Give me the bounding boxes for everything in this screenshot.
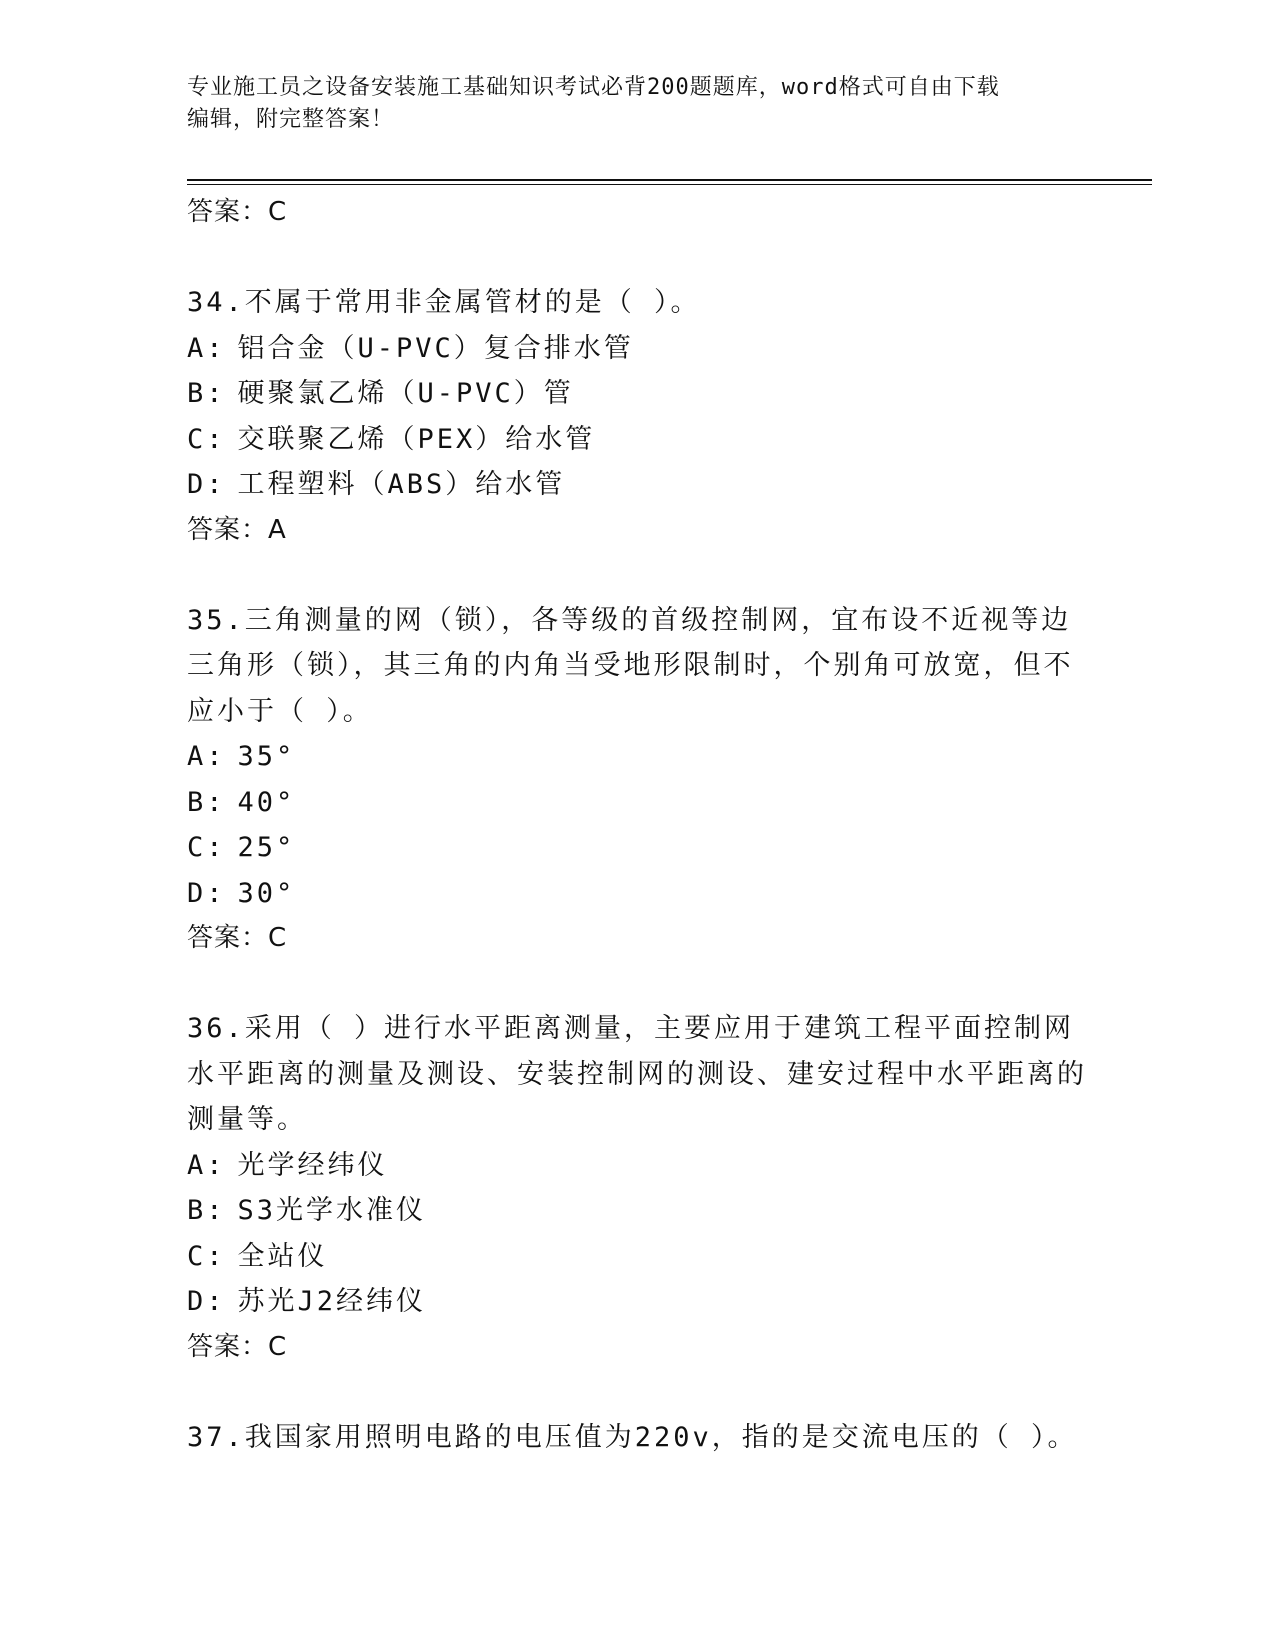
question-stem: 36.采用（ ）进行水平距离测量，主要应用于建筑工程平面控制网水平距离的测量及测设、安装控制网的测设、建安过程中水平距离的测量等。 [187,1013,1087,1135]
option-text: 30° [237,877,296,909]
option-text: 铝合金（U-PVC）复合排水管 [237,332,634,364]
option-text: 光学经纬仪 [237,1149,388,1181]
option-letter: A: [187,741,226,772]
option-letter: C: [187,832,226,863]
option-text: 35° [237,741,296,772]
option-letter: D: [187,1286,226,1317]
option-c [187,1234,1087,1280]
document-header [187,72,1087,136]
question-stem: 34.不属于常用非金属管材的是（ ）。 [187,287,701,318]
option-b [187,780,1087,826]
question-36 [187,1006,1087,1369]
option-text: S3光学水准仪 [237,1195,427,1226]
option-letter: B: [187,786,226,818]
option-letter: D: [187,469,226,500]
option-b [187,1188,1087,1234]
option-letter: B: [187,1195,226,1226]
answer-text: 答案：C [187,197,288,227]
question-34 [187,280,1087,552]
option-d [187,462,1087,508]
option-a [187,734,1087,780]
option-letter: A: [187,1149,226,1181]
option-text: 40° [237,786,296,818]
option-letter: B: [187,378,226,409]
question-list [187,190,1087,1460]
option-a [187,1143,1087,1189]
question-stem: 35.三角测量的网（锁），各等级的首级控制网，宜布设不近视等边三角形（锁），其三角的内角当受地形限制时，个别角可放宽，但不应小于（ ）。 [187,604,1074,727]
option-letter: D: [187,877,226,909]
option-text: 苏光J2经纬仪 [237,1286,427,1317]
option-letter: C: [187,423,226,455]
option-b [187,371,1087,417]
option-letter: A: [187,332,226,364]
question-35 [187,598,1087,961]
answer-text: 答案：C [187,1331,288,1362]
header-divider-thin [187,184,1152,185]
option-a [187,326,1087,372]
question-37 [187,1415,1087,1461]
option-c [187,417,1087,463]
option-d [187,1279,1087,1325]
option-text: 全站仪 [237,1240,328,1272]
answer-text: 答案：C [187,923,288,953]
option-text: 工程塑料（ABS）给水管 [237,469,566,500]
header-divider [187,179,1152,181]
answer-text: 答案：A [187,514,287,545]
option-text: 交联聚乙烯（PEX）给水管 [237,423,596,455]
option-d [187,871,1087,917]
header-line-2: 编辑，附完整答案！ [187,107,395,132]
option-c [187,825,1087,871]
option-letter: C: [187,1240,226,1272]
header-line-1: 专业施工员之设备安装施工基础知识考试必背200题题库，word格式可自由下载 [187,75,1000,100]
option-text: 硬聚氯乙烯（U-PVC）管 [237,378,574,409]
question-stem: 37.我国家用照明电路的电压值为220v，指的是交流电压的（ ）。 [187,1421,1078,1453]
option-text: 25° [237,832,296,863]
